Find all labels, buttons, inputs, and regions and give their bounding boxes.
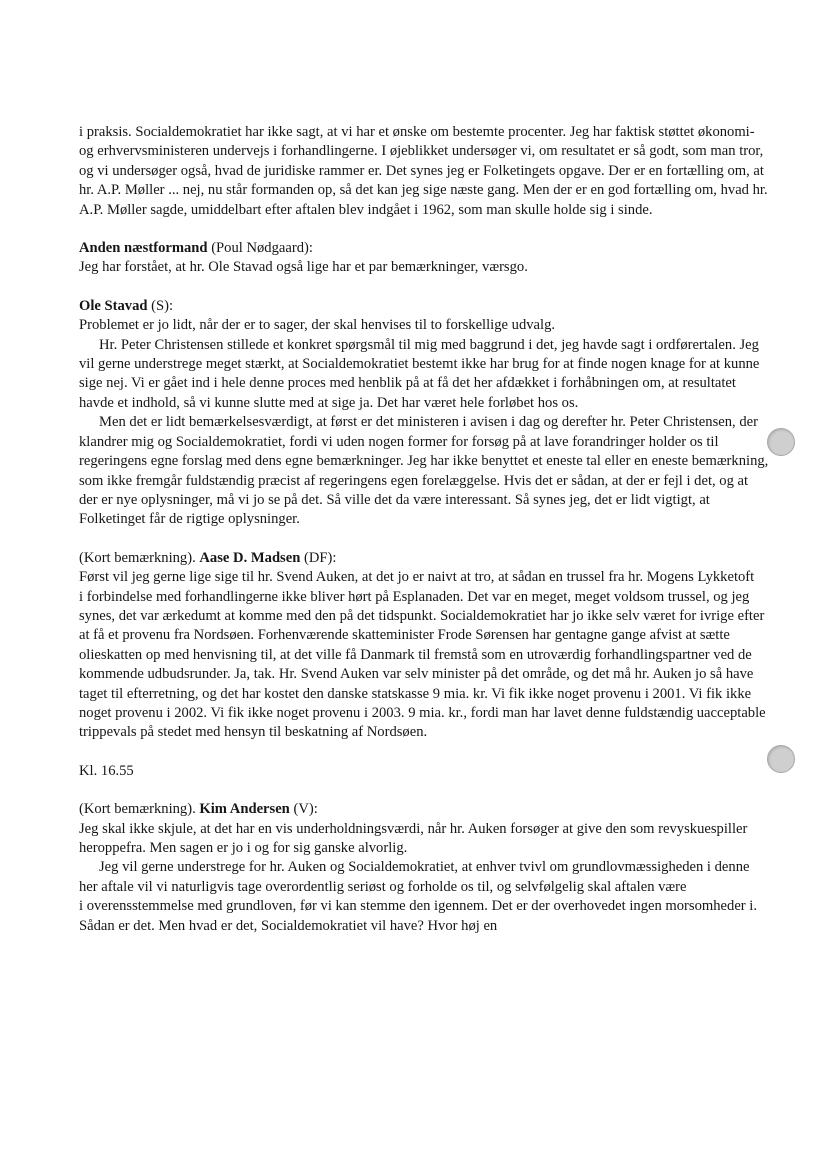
punch-hole: [767, 745, 795, 773]
time-stamp: Kl. 16.55: [79, 762, 134, 779]
paragraph: Jeg vil gerne understrege for hr. Auken og Socialdemokratiet, at enhver tvivl om grundlovmæssigheden i denne her aftale vil vi naturligvis tage overordentlig seriøst og forholde os til, og selvfølgelig skal aftalen være: [79, 859, 750, 895]
paragraph: Men det er lidt bemærkelsesværdigt, at først er det ministeren i avisen i dag og derefter hr. Peter Christensen, der klandrer mig og Socialdemokratiet, fordi vi uden nogen former for forsøg på at lave forandringer holder os til regeringens egne forslag med dens egne bemærkninger. Jeg har ikke benyttet et eneste tal eller en eneste bemærkning, som ikke fremgår fuldstændig præcist af regeringens egen forelæggelse. Hvis det er sådan, at der er fejl i det, og at der er nye oplysninger, må vi jo se på det. Så ville det da være interessant. Så synes jeg, det er lidt vigtigt, at Folketinget får de rigtige oplysninger.: [79, 414, 769, 528]
speaker-role: Ole Stavad: [79, 297, 148, 314]
paragraph: Hr. Peter Christensen stillede et konkret spørgsmål til mig med baggrund i det, jeg havde sagt i ordførertalen. Jeg vil gerne understrege meget stærkt, at Socialdemokratiet bestemt ikke har brug for at finde nogen knage for at kunne sige nej. Vi er gået ind i hele denne proces med henblik på at få det her afdækket i forhåbningen om, at resultatet havde et indhold, så vi kunne slutte med at sige ja. Det har været hele forløbet hos os.: [79, 336, 760, 411]
document-page: [79, 123, 769, 936]
speaker-line: [79, 549, 769, 568]
speaker-role: Anden næstformand: [79, 240, 208, 257]
paragraph: Jeg skal ikke skjule, at det har en vis underholdningsværdi, når hr. Auken forsøger at give den som revyskuespiller heroppefra. Men sagen er jo i og for sig ganske alvorlig.: [79, 820, 748, 856]
speaker-role: Kim Andersen: [199, 801, 290, 818]
speaker-name: (V):: [293, 801, 318, 818]
speaker-line: [79, 297, 769, 316]
paragraph: i forbindelse med forhandlingerne ikke bliver hørt på Esplanaden. Det var en meget, meget voldsom trussel, og jeg synes, det var ærkedumt at komme med den på det tidspunkt. Socialdemokratiet har jo ikke selv været for ivrige efter at få et provenu fra Nordsøen. Forhenværende skatteminister Frode Sørensen har gentagne gange afvist at sætte olieskatten op med henvisning til, at det ville få Danmark til fremstå som en utroværdig forhandlingspartner ved de kommende udbudsrunder. Ja, tak. Hr. Svend Auken var selv minister på det område, og det må hr. Auken jo så have taget til efterretning, og det har kostet den danske statskasse 9 mia. kr. Vi fik ikke noget provenu i 2001. Vi fik ikke noget provenu i 2002. Vi fik ikke noget provenu i 2003. 9 mia. kr., fordi man har lavet denne fuldstændig uacceptable trippevals på stedet med hensyn til beskatning af Nordsøen.: [79, 588, 766, 741]
paragraph: Jeg har forstået, at hr. Ole Stavad også lige har et par bemærkninger, værsgo.: [79, 259, 528, 276]
speaker-role: Aase D. Madsen: [199, 549, 301, 566]
paragraph: i overensstemmelse med grundloven, før vi kan stemme den igennem. Det er der overhovedet ingen morsomheder i. Sådan er det. Men hvad er det, Socialdemokratiet vil have? Hvor høj en: [79, 898, 758, 934]
speaker-name: (DF):: [304, 549, 337, 566]
punch-hole: [767, 428, 795, 456]
speaker-name: (Poul Nødgaard):: [211, 240, 313, 257]
paragraph: Problemet er jo lidt, når der er to sager, der skal henvises til to forskellige udvalg.: [79, 317, 556, 334]
paragraph: i praksis. Socialdemokratiet har ikke sagt, at vi har et ønske om bestemte procenter. Jeg har faktisk støttet økonomi- og erhvervsministeren undervejs i forhandlingerne. I øjeblikket undersøger vi, om resultatet er så godt, som man tror, og vi undersøger også, hvad de juridiske rammer er. Det synes jeg er Folketingets opgave. Der er en fortælling om, at hr. A.P. Møller ... nej, nu står formanden op, så det kan jeg sige næste gang. Men der er en god fortælling om, hvad hr. A.P. Møller sagde, umiddelbart efter aftalen blev indgået i 1962, som man skulle holde sig i sinde.: [79, 124, 768, 218]
speaker-line: [79, 239, 769, 258]
speaker-prefix: (Kort bemærkning).: [79, 801, 196, 818]
speaker-name: (S):: [151, 297, 174, 314]
paragraph: Først vil jeg gerne lige sige til hr. Svend Auken, at det jo er naivt at tro, at sådan en trussel fra hr. Mogens Lykketoft: [79, 569, 755, 586]
speaker-prefix: (Kort bemærkning).: [79, 549, 196, 566]
speaker-line: [79, 800, 769, 819]
